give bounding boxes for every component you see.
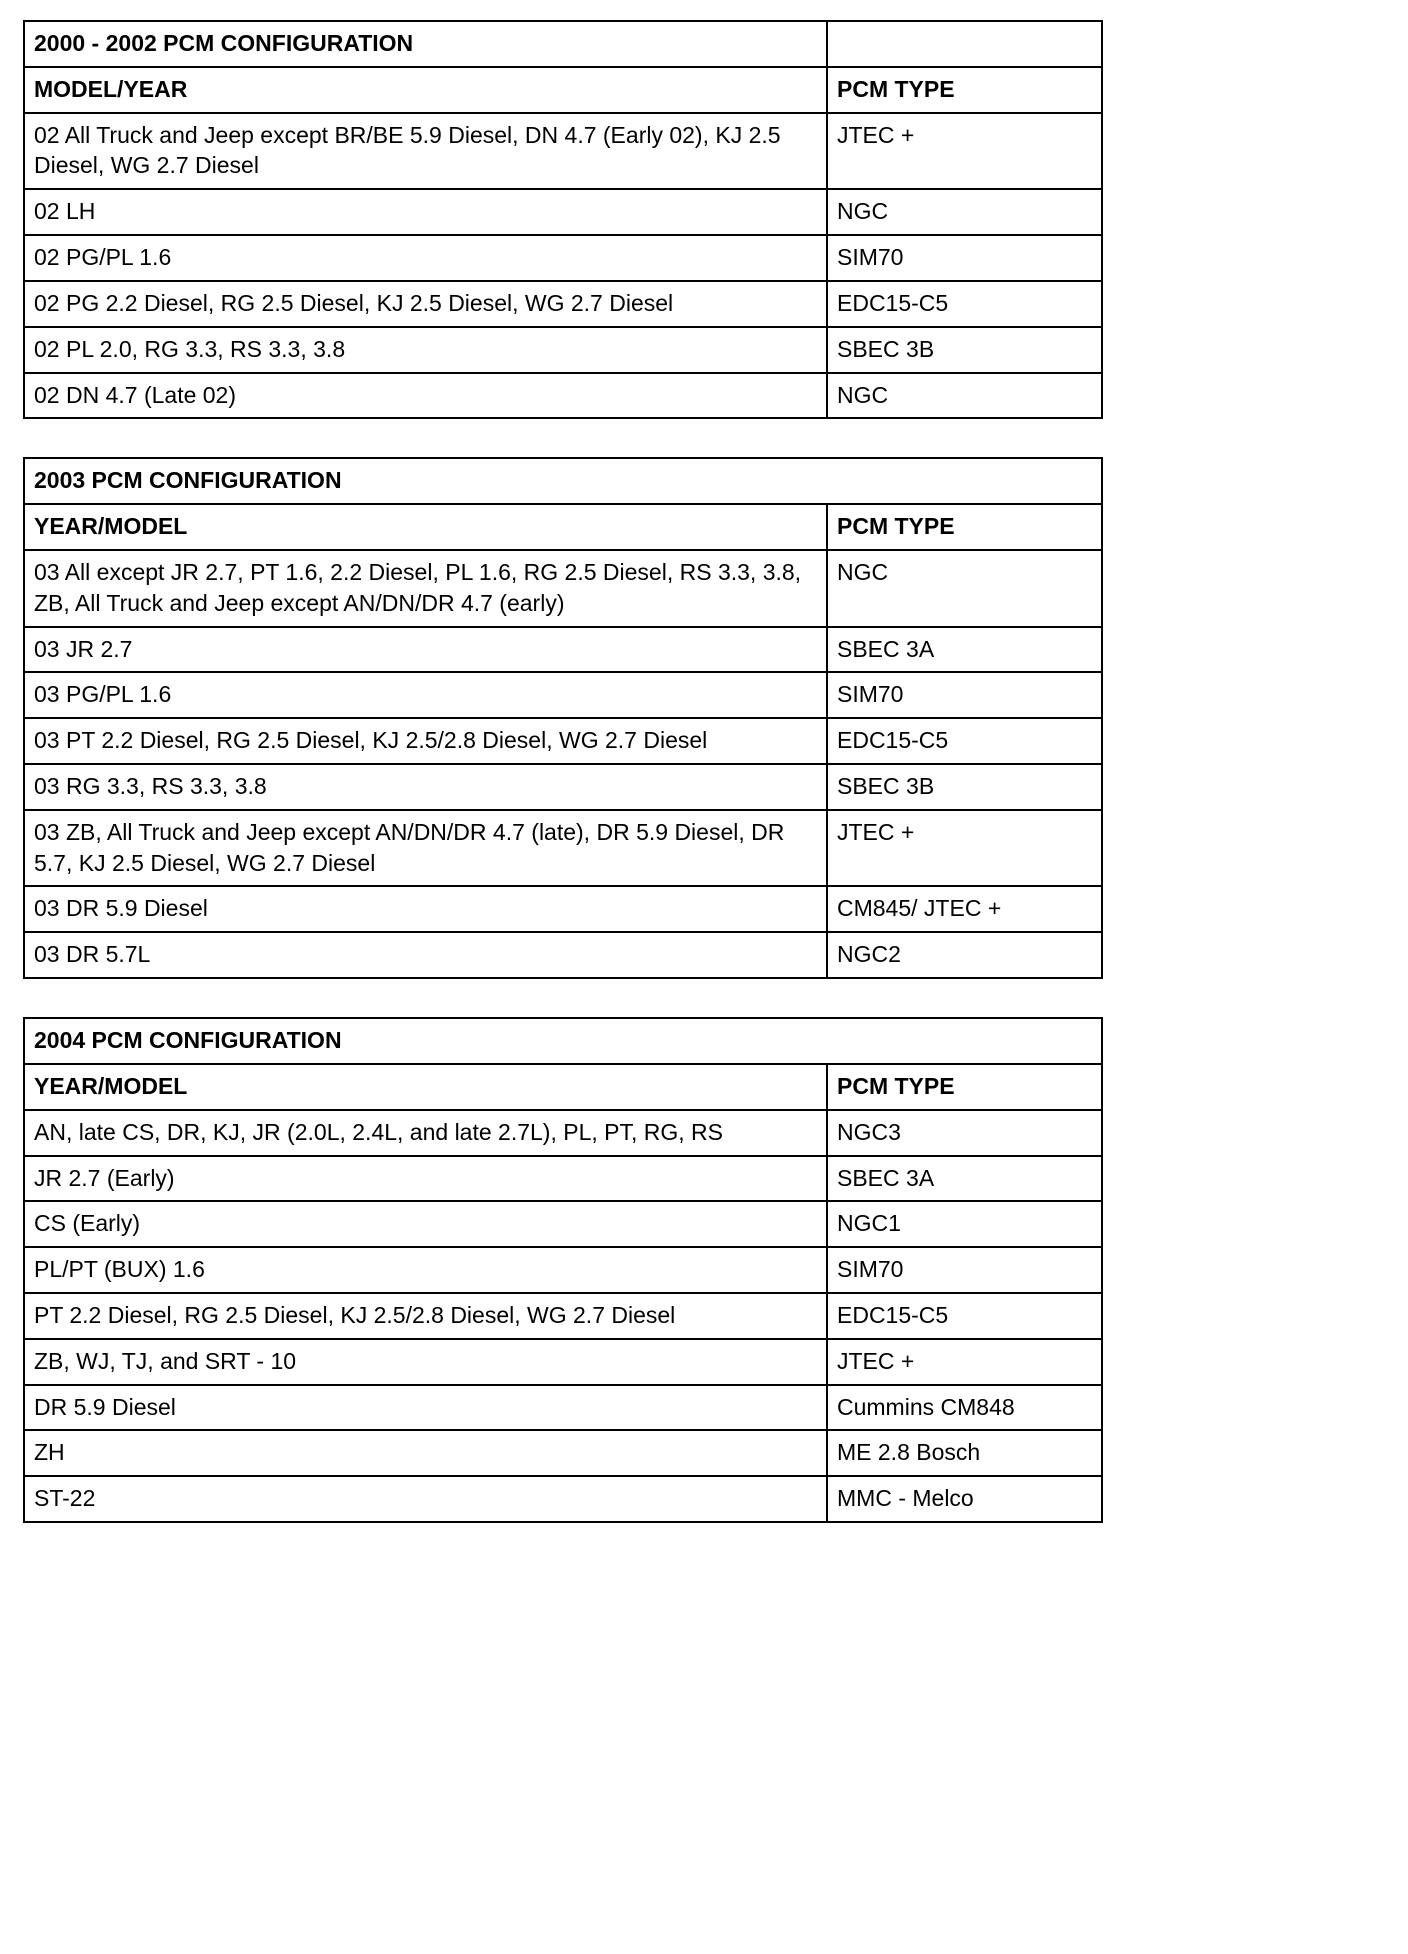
cell-pcm-type: MMC - Melco <box>827 1476 1102 1522</box>
cell-model-year: PL/PT (BUX) 1.6 <box>24 1247 827 1293</box>
table-row <box>24 113 1102 190</box>
table-row <box>24 1430 1102 1476</box>
cell-pcm-type: NGC2 <box>827 932 1102 978</box>
table-row <box>24 764 1102 810</box>
pcm-configuration-table <box>23 457 1103 979</box>
cell-model-year: 02 PG/PL 1.6 <box>24 235 827 281</box>
table-title-empty-cell <box>827 21 1102 67</box>
cell-model-year: ST-22 <box>24 1476 827 1522</box>
table-row <box>24 1293 1102 1339</box>
cell-model-year: 03 PG/PL 1.6 <box>24 672 827 718</box>
column-header-pcm-type: PCM TYPE <box>827 1064 1102 1110</box>
column-header-pcm-type: PCM TYPE <box>827 504 1102 550</box>
table-row <box>24 373 1102 419</box>
cell-model-year: CS (Early) <box>24 1201 827 1247</box>
cell-model-year: 03 RG 3.3, RS 3.3, 3.8 <box>24 764 827 810</box>
cell-pcm-type: JTEC + <box>827 810 1102 887</box>
cell-pcm-type: SIM70 <box>827 672 1102 718</box>
cell-pcm-type: EDC15-C5 <box>827 281 1102 327</box>
table-title-row <box>24 21 1102 67</box>
table-title-row <box>24 458 1102 504</box>
column-header-model: YEAR/MODEL <box>24 504 827 550</box>
table-title: 2003 PCM CONFIGURATION <box>24 458 1102 504</box>
table-row <box>24 1385 1102 1431</box>
cell-model-year: AN, late CS, DR, KJ, JR (2.0L, 2.4L, and late 2.7L), PL, PT, RG, RS <box>24 1110 827 1156</box>
cell-pcm-type: NGC3 <box>827 1110 1102 1156</box>
table-row <box>24 1156 1102 1202</box>
cell-pcm-type: SIM70 <box>827 235 1102 281</box>
table-row <box>24 189 1102 235</box>
table-row <box>24 932 1102 978</box>
table-header-row <box>24 67 1102 113</box>
cell-model-year: JR 2.7 (Early) <box>24 1156 827 1202</box>
table-row <box>24 281 1102 327</box>
cell-pcm-type: SIM70 <box>827 1247 1102 1293</box>
table-body <box>24 458 1102 978</box>
table-body <box>24 1018 1102 1522</box>
cell-model-year: 03 DR 5.7L <box>24 932 827 978</box>
cell-pcm-type: SBEC 3B <box>827 327 1102 373</box>
table-row <box>24 235 1102 281</box>
cell-pcm-type: NGC <box>827 189 1102 235</box>
cell-pcm-type: JTEC + <box>827 1339 1102 1385</box>
cell-model-year: 03 ZB, All Truck and Jeep except AN/DN/DR 4.7 (late), DR 5.9 Diesel, DR 5.7, KJ 2.5 Diesel, WG 2.7 Diesel <box>24 810 827 887</box>
cell-model-year: 03 All except JR 2.7, PT 1.6, 2.2 Diesel, PL 1.6, RG 2.5 Diesel, RS 3.3, 3.8, ZB, All Truck and Jeep except AN/DN/DR 4.7 (early) <box>24 550 827 627</box>
cell-model-year: 02 LH <box>24 189 827 235</box>
cell-pcm-type: EDC15-C5 <box>827 718 1102 764</box>
table-row <box>24 627 1102 673</box>
cell-pcm-type: ME 2.8 Bosch <box>827 1430 1102 1476</box>
table-row <box>24 1339 1102 1385</box>
column-header-pcm-type: PCM TYPE <box>827 67 1102 113</box>
cell-model-year: 03 JR 2.7 <box>24 627 827 673</box>
cell-model-year: 03 DR 5.9 Diesel <box>24 886 827 932</box>
table-row <box>24 672 1102 718</box>
cell-model-year: PT 2.2 Diesel, RG 2.5 Diesel, KJ 2.5/2.8 Diesel, WG 2.7 Diesel <box>24 1293 827 1339</box>
pcm-configuration-table <box>23 20 1103 419</box>
column-header-model: YEAR/MODEL <box>24 1064 827 1110</box>
cell-pcm-type: NGC <box>827 373 1102 419</box>
table-title-row <box>24 1018 1102 1064</box>
table-row <box>24 718 1102 764</box>
cell-pcm-type: JTEC + <box>827 113 1102 190</box>
table-title: 2000 - 2002 PCM CONFIGURATION <box>24 21 827 67</box>
cell-model-year: 02 DN 4.7 (Late 02) <box>24 373 827 419</box>
cell-model-year: 02 PL 2.0, RG 3.3, RS 3.3, 3.8 <box>24 327 827 373</box>
cell-pcm-type: NGC1 <box>827 1201 1102 1247</box>
cell-model-year: 02 All Truck and Jeep except BR/BE 5.9 Diesel, DN 4.7 (Early 02), KJ 2.5 Diesel, WG 2.7 Diesel <box>24 113 827 190</box>
cell-model-year: ZB, WJ, TJ, and SRT - 10 <box>24 1339 827 1385</box>
cell-pcm-type: SBEC 3A <box>827 627 1102 673</box>
table-header-row <box>24 504 1102 550</box>
cell-pcm-type: Cummins CM848 <box>827 1385 1102 1431</box>
cell-pcm-type: SBEC 3B <box>827 764 1102 810</box>
table-header-row <box>24 1064 1102 1110</box>
cell-model-year: 02 PG 2.2 Diesel, RG 2.5 Diesel, KJ 2.5 Diesel, WG 2.7 Diesel <box>24 281 827 327</box>
table-row <box>24 1201 1102 1247</box>
table-row <box>24 1247 1102 1293</box>
cell-pcm-type: SBEC 3A <box>827 1156 1102 1202</box>
table-title: 2004 PCM CONFIGURATION <box>24 1018 1102 1064</box>
cell-model-year: ZH <box>24 1430 827 1476</box>
table-row <box>24 550 1102 627</box>
cell-pcm-type: NGC <box>827 550 1102 627</box>
cell-pcm-type: EDC15-C5 <box>827 1293 1102 1339</box>
table-row <box>24 327 1102 373</box>
column-header-model: MODEL/YEAR <box>24 67 827 113</box>
table-row <box>24 1476 1102 1522</box>
cell-model-year: 03 PT 2.2 Diesel, RG 2.5 Diesel, KJ 2.5/2.8 Diesel, WG 2.7 Diesel <box>24 718 827 764</box>
table-row <box>24 1110 1102 1156</box>
cell-pcm-type: CM845/ JTEC + <box>827 886 1102 932</box>
table-row <box>24 886 1102 932</box>
table-row <box>24 810 1102 887</box>
cell-model-year: DR 5.9 Diesel <box>24 1385 827 1431</box>
pcm-configuration-table <box>23 1017 1103 1523</box>
table-body <box>24 21 1102 418</box>
